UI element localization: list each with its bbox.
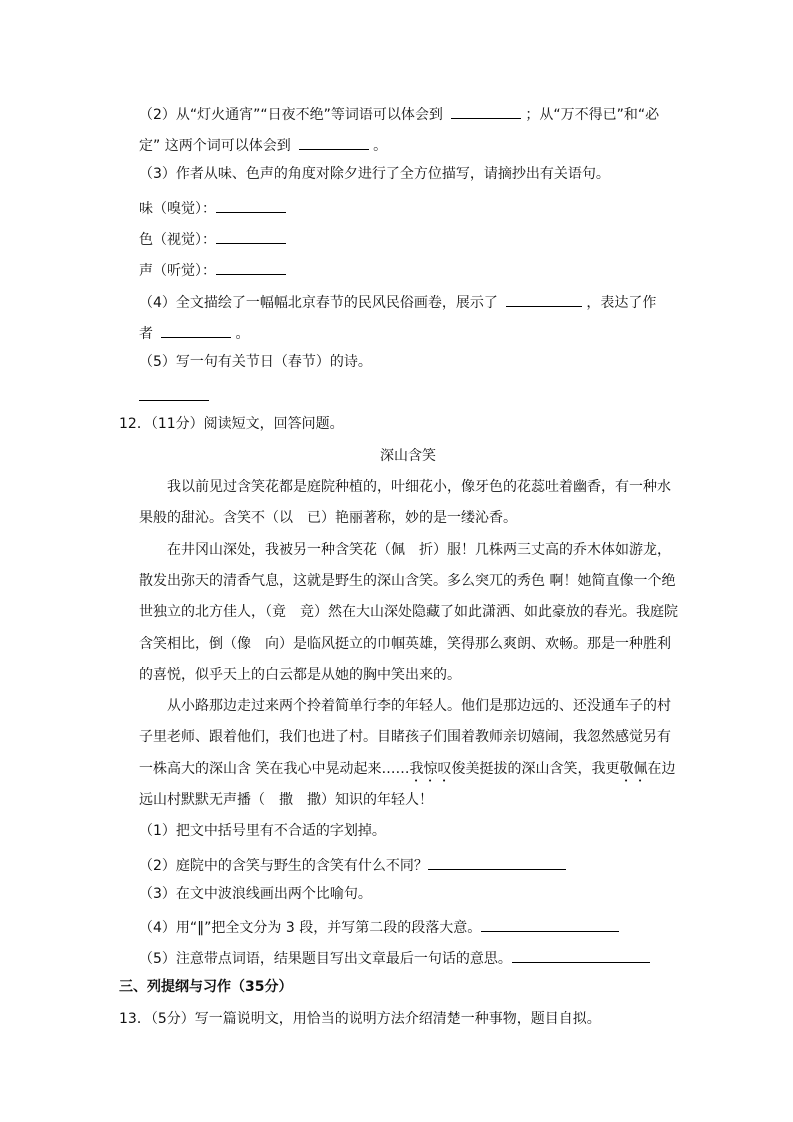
q11-sub2-line2: 定” 这两个词可以体会到 。 (139, 133, 387, 156)
answer-blank[interactable] (139, 399, 209, 401)
answer-blank[interactable] (299, 133, 369, 150)
q11-sub5: （5）写一句有关节日（春节）的诗。 (139, 354, 372, 370)
q11-color-line: 色（视觉）： (139, 227, 286, 250)
q11-sub4-line1: （4）全文描绘了一幅幅北京春节的民风民俗画卷，展示了 ，表达了作 (139, 290, 656, 313)
passage-para2-line2: 散发出弥天的清香气息，这就是野生的深山含笑。多么突兀的秀色 啊！她简直像一个绝 (139, 573, 676, 589)
q11-sub3: （3）作者从味、色声的角度对除夕进行了全方位描写，请摘抄出有关语句。 (139, 166, 610, 182)
passage-title: 深山含笑 (380, 448, 436, 464)
q11-smell-line: 味（嗅觉）： (139, 196, 286, 219)
answer-blank[interactable] (161, 321, 231, 338)
passage-para2-line1: 在井冈山深处，我被另一种含笑花（佩 折）服！几株两三丈高的乔木体如游龙， (167, 542, 671, 558)
dotted-word: 我惊叹 (409, 761, 452, 777)
answer-blank[interactable] (216, 258, 286, 275)
q12-sub4: （4）用“‖”把全文分为 3 段，并写第二段的段落大意。 (139, 915, 619, 938)
passage-para2-line3: 世独立的北方佳人，（竟 竞）然在大山深处隐藏了如此潇洒、如此豪放的春光。我庭院 (139, 604, 678, 620)
passage-para3-line2: 子里老师、跟着他们，我们也进了村。目睹孩子们围着教师亲切嬉闹，我忽然感觉另有 (139, 729, 671, 745)
q11-sound-line: 声（听觉）： (139, 258, 286, 281)
q12-header: 12．（11分）阅读短文，回答问题。 (119, 416, 344, 432)
passage-para3-line4: 远山村默默无声播（ 撒 撒）知识的年轻人！ (139, 792, 433, 808)
answer-blank[interactable] (512, 946, 650, 963)
q12-sub3: （3）在文中波浪线画出两个比喻句。 (139, 886, 372, 902)
answer-blank[interactable] (451, 102, 521, 119)
section3-header: 三、列提纲与习作（35分） (119, 979, 293, 995)
q12-sub2: （2）庭院中的含笑与野生的含笑有什么不同？ (139, 853, 566, 876)
q13: 13．（5分）写一篇说明文，用恰当的说明方法介绍清楚一种事物，题目自拟。 (119, 1011, 601, 1027)
q11-sub4-line2: 者 。 (139, 321, 249, 344)
passage-para2-line5: 的喜悦，似乎天上的白云都是从她的胸中笑出来的。 (139, 667, 461, 683)
q11-sub2-line1: （2）从“灯火通宵”“日夜不绝”等词语可以体会到 ；从“万不得已”和“必 (139, 102, 659, 125)
passage-para3-line1: 从小路那边走过来两个拎着简单行李的年轻人。他们是那边远的、还没通车子的村 (167, 698, 671, 714)
answer-blank[interactable] (216, 227, 286, 244)
answer-blank[interactable] (506, 290, 582, 307)
passage-para3-line3: 一株高大的深山含 笑在我心中晃动起来……我惊叹俊美挺拔的深山含笑，我更敬佩在边 (139, 761, 676, 777)
answer-blank[interactable] (216, 196, 286, 213)
q12-sub5: （5）注意带点词语，结果题目写出文章最后一句话的意思。 (139, 946, 650, 969)
answer-blank[interactable] (481, 915, 619, 932)
answer-blank[interactable] (428, 853, 566, 870)
passage-para1-line1: 我以前见过含笑花都是庭院种植的，叶细花小，像牙色的花蕊吐着幽香，有一种水 (167, 479, 671, 495)
q12-sub1: （1）把文中括号里有不合适的字划掉。 (139, 823, 386, 839)
passage-para2-line4: 含笑相比，倒（像 向）是临风挺立的巾帼英雄，笑得那么爽朗、欢畅。那是一种胜利 (139, 636, 671, 652)
dotted-word: 敬佩 (619, 761, 648, 777)
passage-para1-line2: 果般的甜沁。含笑不（以 已）艳丽著称，妙的是一缕沁香。 (139, 510, 517, 526)
